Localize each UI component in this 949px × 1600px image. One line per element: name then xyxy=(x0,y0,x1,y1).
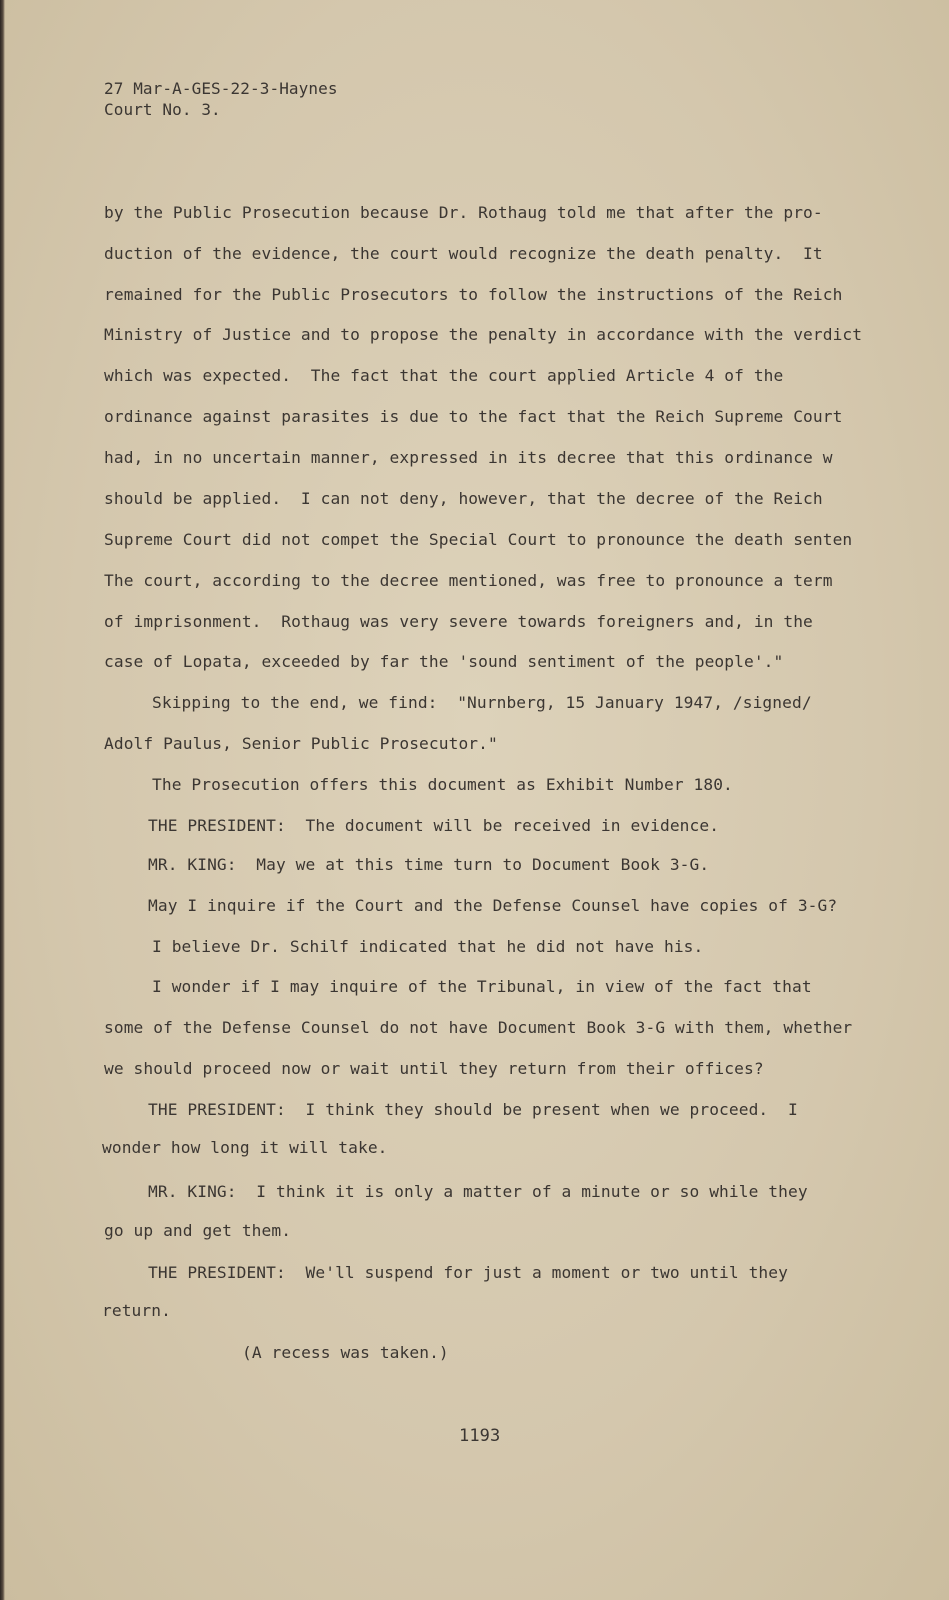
body-line: THE PRESIDENT: We'll suspend for just a moment or two until they xyxy=(148,1263,788,1282)
body-line: case of Lopata, exceeded by far the 'sound sentiment of the people'." xyxy=(104,652,784,671)
body-line: remained for the Public Prosecutors to follow the instructions of the Reich xyxy=(104,285,843,304)
body-line: (A recess was taken.) xyxy=(242,1343,449,1362)
body-line: THE PRESIDENT: The document will be received in evidence. xyxy=(148,816,720,835)
body-line: I believe Dr. Schilf indicated that he did not have his. xyxy=(152,937,704,956)
binding-edge xyxy=(0,0,5,1600)
body-line: The court, according to the decree mentioned, was free to pronounce a term xyxy=(104,571,833,590)
body-line: Ministry of Justice and to propose the penalty in accordance with the verdict xyxy=(104,325,863,344)
header-court: Court No. 3. xyxy=(104,100,221,119)
body-line: should be applied. I can not deny, however, that the decree of the Reich xyxy=(104,489,823,508)
body-line: Skipping to the end, we find: "Nurnberg, 15 January 1947, /signed/ xyxy=(152,693,812,712)
body-line: had, in no uncertain manner, expressed in its decree that this ordinance w xyxy=(104,448,833,467)
page-number: 1193 xyxy=(459,1426,501,1446)
body-line: duction of the evidence, the court would recognize the death penalty. It xyxy=(104,244,823,263)
body-line: Adolf Paulus, Senior Public Prosecutor." xyxy=(104,734,498,753)
body-line: by the Public Prosecution because Dr. Rothaug told me that after the pro- xyxy=(104,203,823,222)
body-line: some of the Defense Counsel do not have Document Book 3-G with them, whether xyxy=(104,1018,853,1037)
body-line: MR. KING: I think it is only a matter of a minute or so while they xyxy=(148,1182,808,1201)
body-line: The Prosecution offers this document as Exhibit Number 180. xyxy=(152,775,733,794)
body-line: of imprisonment. Rothaug was very severe towards foreigners and, in the xyxy=(104,612,813,631)
header-reference: 27 Mar-A-GES-22-3-Haynes xyxy=(104,79,338,98)
body-line: ordinance against parasites is due to the fact that the Reich Supreme Court xyxy=(104,407,843,426)
body-line: return. xyxy=(102,1301,171,1320)
body-line: I wonder if I may inquire of the Tribunal, in view of the fact that xyxy=(152,977,812,996)
body-line: which was expected. The fact that the court applied Article 4 of the xyxy=(104,366,784,385)
body-line: MR. KING: May we at this time turn to Document Book 3-G. xyxy=(148,855,710,874)
body-line: we should proceed now or wait until they return from their offices? xyxy=(104,1059,764,1078)
body-line: wonder how long it will take. xyxy=(102,1138,388,1157)
body-line: THE PRESIDENT: I think they should be present when we proceed. I xyxy=(148,1100,798,1119)
body-line: go up and get them. xyxy=(104,1221,292,1240)
body-line: Supreme Court did not compet the Special Court to pronounce the death senten xyxy=(104,530,853,549)
body-line: May I inquire if the Court and the Defense Counsel have copies of 3-G? xyxy=(148,896,838,915)
